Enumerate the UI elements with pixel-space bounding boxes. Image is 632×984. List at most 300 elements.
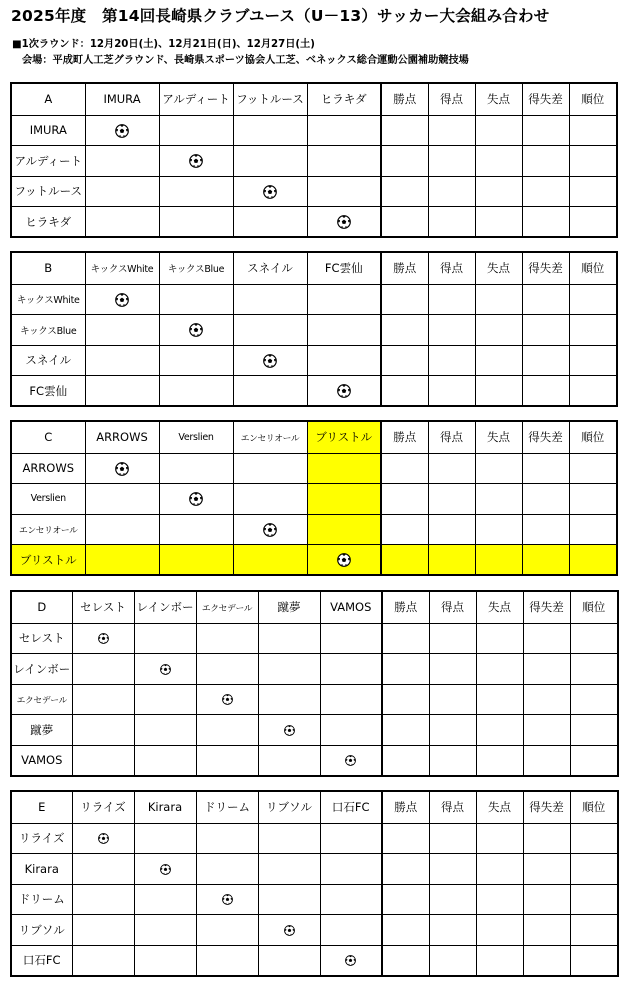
row-team-name: リライズ [11, 823, 72, 854]
group-header-row [11, 791, 618, 823]
match-result-cell [320, 684, 382, 715]
stat-cell [522, 376, 569, 407]
team-row [11, 915, 618, 946]
stat-cell [522, 484, 569, 515]
team-row [11, 745, 618, 776]
stat-cell [382, 623, 429, 654]
match-result-cell [159, 345, 233, 376]
match-result-cell [134, 715, 196, 746]
stat-cell [428, 315, 475, 346]
team-row [11, 376, 617, 407]
match-result-cell [258, 884, 320, 915]
column-team-name: セレスト [72, 591, 134, 623]
diagonal-cell [196, 884, 258, 915]
column-team-name: キックスWhite [85, 252, 159, 284]
column-team-name: エンセリオール [233, 421, 307, 453]
match-result-cell [233, 484, 307, 515]
stat-cell [522, 315, 569, 346]
match-result-cell [233, 115, 307, 146]
match-result-cell [159, 376, 233, 407]
stat-cell [428, 514, 475, 545]
stat-header: 得失差 [523, 591, 570, 623]
match-result-cell [134, 623, 196, 654]
stat-cell [570, 823, 618, 854]
match-result-cell [307, 115, 381, 146]
column-team-name: レインボー [134, 591, 196, 623]
stat-cell [429, 915, 476, 946]
stat-cell [569, 115, 617, 146]
stat-cell [569, 514, 617, 545]
stat-cell [523, 884, 570, 915]
soccer-ball-icon [189, 154, 203, 168]
match-result-cell [258, 623, 320, 654]
stat-cell [522, 115, 569, 146]
stat-header: 順位 [570, 791, 618, 823]
match-result-cell [72, 915, 134, 946]
match-result-cell [85, 207, 159, 238]
match-result-cell [196, 945, 258, 976]
soccer-ball-icon [98, 833, 109, 844]
stat-cell [381, 176, 428, 207]
column-team-name: Verslien [159, 421, 233, 453]
stat-cell [475, 345, 522, 376]
diagonal-cell [320, 745, 382, 776]
row-team-name: IMURA [11, 115, 85, 146]
stat-cell [522, 545, 569, 576]
stat-cell [523, 854, 570, 885]
diagonal-cell [134, 654, 196, 685]
row-team-name: リブソル [11, 915, 72, 946]
team-row [11, 453, 617, 484]
schedule-line: ■1次ラウンド：12月20日(土)、12月21日(日)、12月27日(土) [12, 39, 315, 50]
stat-cell [428, 176, 475, 207]
stat-cell [381, 207, 428, 238]
soccer-ball-icon [337, 215, 351, 229]
stat-cell [569, 453, 617, 484]
diagonal-cell [307, 545, 381, 576]
stat-cell [475, 315, 522, 346]
group-header-row [11, 252, 617, 284]
stat-cell [428, 376, 475, 407]
soccer-ball-icon [115, 124, 129, 138]
row-team-name: キックスWhite [11, 284, 85, 315]
column-team-name: リライズ [72, 791, 134, 823]
column-team-name: ブリストル [307, 421, 381, 453]
match-result-cell [320, 854, 382, 885]
stat-header: 勝点 [382, 591, 429, 623]
stat-cell [570, 884, 618, 915]
diagonal-cell [196, 684, 258, 715]
match-result-cell [307, 453, 381, 484]
stat-cell [382, 654, 429, 685]
stat-header: 得点 [428, 252, 475, 284]
stat-cell [523, 684, 570, 715]
stat-cell [523, 715, 570, 746]
match-result-cell [233, 453, 307, 484]
match-result-cell [320, 654, 382, 685]
match-result-cell [258, 945, 320, 976]
soccer-ball-icon [115, 462, 129, 476]
soccer-ball-icon [189, 492, 203, 506]
match-result-cell [307, 315, 381, 346]
match-result-cell [72, 745, 134, 776]
match-result-cell [233, 315, 307, 346]
stat-cell [523, 823, 570, 854]
stat-cell [523, 654, 570, 685]
page-title: 2025年度 第14回長崎県クラブユース（U－13）サッカー大会組み合わせ [11, 7, 550, 25]
stat-cell [569, 345, 617, 376]
stat-header: 得点 [429, 791, 476, 823]
team-row [11, 484, 617, 515]
stat-cell [522, 345, 569, 376]
stat-cell [569, 207, 617, 238]
soccer-ball-icon [284, 925, 295, 936]
stat-cell [381, 453, 428, 484]
stat-cell [570, 945, 618, 976]
team-row [11, 884, 618, 915]
stat-cell [522, 514, 569, 545]
stat-header: 勝点 [382, 791, 429, 823]
match-result-cell [196, 854, 258, 885]
row-team-name: フットルース [11, 176, 85, 207]
match-result-cell [85, 176, 159, 207]
stat-header: 勝点 [381, 421, 428, 453]
stat-cell [570, 854, 618, 885]
stat-cell [475, 545, 522, 576]
stat-cell [570, 623, 618, 654]
team-row [11, 315, 617, 346]
stat-cell [382, 745, 429, 776]
match-result-cell [307, 345, 381, 376]
stat-cell [381, 376, 428, 407]
stat-cell [522, 176, 569, 207]
stat-cell [522, 453, 569, 484]
stat-cell [428, 146, 475, 177]
stat-cell [381, 315, 428, 346]
team-row [11, 684, 618, 715]
match-result-cell [159, 284, 233, 315]
stat-cell [382, 823, 429, 854]
soccer-ball-icon [337, 553, 351, 567]
diagonal-cell [307, 376, 381, 407]
row-team-name: エンセリオール [11, 514, 85, 545]
stat-cell [382, 915, 429, 946]
stat-cell [523, 623, 570, 654]
stat-cell [569, 146, 617, 177]
stat-cell [428, 207, 475, 238]
match-result-cell [258, 654, 320, 685]
row-team-name: ドリーム [11, 884, 72, 915]
soccer-ball-icon [160, 864, 171, 875]
stat-cell [570, 715, 618, 746]
soccer-ball-icon [284, 725, 295, 736]
soccer-ball-icon [263, 185, 277, 199]
match-result-cell [320, 915, 382, 946]
stat-cell [476, 945, 523, 976]
column-team-name: ARROWS [85, 421, 159, 453]
column-team-name: 蹴夢 [258, 591, 320, 623]
stat-header: 失点 [475, 252, 522, 284]
diagonal-cell [85, 284, 159, 315]
column-team-name: アルディート [159, 83, 233, 115]
row-team-name: 口石FC [11, 945, 72, 976]
stat-header: 失点 [475, 83, 522, 115]
stat-cell [381, 146, 428, 177]
diagonal-cell [159, 146, 233, 177]
row-team-name: セレスト [11, 623, 72, 654]
row-team-name: Verslien [11, 484, 85, 515]
team-row [11, 545, 617, 576]
stat-cell [475, 146, 522, 177]
stat-cell [381, 115, 428, 146]
match-result-cell [134, 945, 196, 976]
group-header-row [11, 83, 617, 115]
match-result-cell [196, 745, 258, 776]
stat-cell [476, 684, 523, 715]
group-label: D [11, 591, 72, 623]
match-result-cell [134, 884, 196, 915]
stat-cell [476, 854, 523, 885]
soccer-ball-icon [263, 523, 277, 537]
match-result-cell [159, 545, 233, 576]
stat-cell [429, 823, 476, 854]
diagonal-cell [258, 715, 320, 746]
match-result-cell [233, 146, 307, 177]
row-team-name: ヒラキダ [11, 207, 85, 238]
team-row [11, 823, 618, 854]
stat-header: 失点 [476, 591, 523, 623]
match-result-cell [134, 915, 196, 946]
stat-cell [522, 207, 569, 238]
column-team-name: エクセデール [196, 591, 258, 623]
match-result-cell [85, 146, 159, 177]
soccer-ball-icon [222, 694, 233, 705]
stat-cell [570, 684, 618, 715]
row-team-name: Kirara [11, 854, 72, 885]
stat-cell [476, 915, 523, 946]
soccer-ball-icon [345, 755, 356, 766]
soccer-ball-icon [345, 955, 356, 966]
team-row [11, 115, 617, 146]
match-result-cell [307, 284, 381, 315]
team-row [11, 514, 617, 545]
team-row [11, 207, 617, 238]
stat-cell [428, 453, 475, 484]
match-result-cell [258, 854, 320, 885]
stat-cell [476, 715, 523, 746]
stat-cell [429, 684, 476, 715]
diagonal-cell [72, 823, 134, 854]
row-team-name: ブリストル [11, 545, 85, 576]
match-result-cell [134, 823, 196, 854]
diagonal-cell [72, 623, 134, 654]
stat-header: 失点 [476, 791, 523, 823]
match-result-cell [159, 207, 233, 238]
stat-cell [428, 345, 475, 376]
column-team-name: フットルース [233, 83, 307, 115]
stat-cell [381, 284, 428, 315]
stat-cell [475, 207, 522, 238]
soccer-ball-icon [115, 293, 129, 307]
match-result-cell [233, 376, 307, 407]
match-result-cell [233, 545, 307, 576]
match-result-cell [159, 453, 233, 484]
diagonal-cell [85, 453, 159, 484]
diagonal-cell [258, 915, 320, 946]
diagonal-cell [159, 484, 233, 515]
stat-cell [428, 284, 475, 315]
row-team-name: スネイル [11, 345, 85, 376]
team-row [11, 854, 618, 885]
diagonal-cell [134, 854, 196, 885]
stat-cell [475, 284, 522, 315]
match-result-cell [159, 514, 233, 545]
stat-cell [476, 745, 523, 776]
diagonal-cell [320, 945, 382, 976]
stat-cell [475, 484, 522, 515]
stat-cell [475, 176, 522, 207]
match-result-cell [196, 715, 258, 746]
diagonal-cell [159, 315, 233, 346]
stat-cell [381, 345, 428, 376]
group-header-row [11, 421, 617, 453]
soccer-ball-icon [263, 354, 277, 368]
match-result-cell [72, 884, 134, 915]
match-result-cell [72, 715, 134, 746]
stat-cell [523, 915, 570, 946]
team-row [11, 623, 618, 654]
stat-cell [476, 823, 523, 854]
column-team-name: VAMOS [320, 591, 382, 623]
match-result-cell [320, 623, 382, 654]
stat-header: 得失差 [523, 791, 570, 823]
team-row [11, 715, 618, 746]
team-row [11, 945, 618, 976]
venue-line: 会場：平成町人工芝グラウンド、長崎県スポーツ協会人工芝、ベネックス総合運動公園補助競技場 [22, 55, 469, 66]
stat-cell [476, 884, 523, 915]
stat-cell [569, 284, 617, 315]
stat-cell [381, 545, 428, 576]
stat-cell [429, 654, 476, 685]
stat-header: 順位 [569, 83, 617, 115]
match-result-cell [159, 115, 233, 146]
stat-cell [428, 545, 475, 576]
soccer-ball-icon [222, 894, 233, 905]
stat-cell [429, 945, 476, 976]
match-result-cell [233, 284, 307, 315]
stat-header: 得点 [428, 83, 475, 115]
match-result-cell [85, 484, 159, 515]
soccer-ball-icon [160, 664, 171, 675]
stat-cell [475, 115, 522, 146]
soccer-ball-icon [189, 323, 203, 337]
stat-cell [569, 315, 617, 346]
match-result-cell [72, 854, 134, 885]
team-row [11, 284, 617, 315]
group-label: E [11, 791, 72, 823]
stat-cell [429, 715, 476, 746]
column-team-name: 口石FC [320, 791, 382, 823]
match-result-cell [85, 376, 159, 407]
row-team-name: 蹴夢 [11, 715, 72, 746]
diagonal-cell [307, 207, 381, 238]
team-row [11, 146, 617, 177]
stat-cell [428, 115, 475, 146]
stat-cell [429, 854, 476, 885]
soccer-ball-icon [337, 384, 351, 398]
match-result-cell [85, 345, 159, 376]
stat-header: 順位 [569, 252, 617, 284]
stat-header: 勝点 [381, 252, 428, 284]
column-team-name: ヒラキダ [307, 83, 381, 115]
stat-cell [429, 623, 476, 654]
stat-cell [382, 854, 429, 885]
group-header-row [11, 591, 618, 623]
stat-cell [569, 545, 617, 576]
stat-cell [570, 654, 618, 685]
stat-header: 得点 [429, 591, 476, 623]
team-row [11, 654, 618, 685]
diagonal-cell [233, 176, 307, 207]
diagonal-cell [85, 115, 159, 146]
column-team-name: FC雲仙 [307, 252, 381, 284]
match-result-cell [72, 684, 134, 715]
column-team-name: スネイル [233, 252, 307, 284]
stat-header: 順位 [570, 591, 618, 623]
column-team-name: リブソル [258, 791, 320, 823]
stat-cell [475, 514, 522, 545]
group-label: C [11, 421, 85, 453]
column-team-name: Kirara [134, 791, 196, 823]
match-result-cell [134, 684, 196, 715]
stat-cell [522, 284, 569, 315]
match-result-cell [307, 146, 381, 177]
stat-cell [569, 376, 617, 407]
stat-cell [570, 745, 618, 776]
match-result-cell [233, 207, 307, 238]
row-team-name: レインボー [11, 654, 72, 685]
group-table-d [10, 590, 619, 777]
column-team-name: キックスBlue [159, 252, 233, 284]
stat-cell [523, 745, 570, 776]
match-result-cell [85, 545, 159, 576]
match-result-cell [320, 715, 382, 746]
stat-cell [382, 684, 429, 715]
stat-cell [382, 884, 429, 915]
row-team-name: エクセデール [11, 684, 72, 715]
diagonal-cell [233, 345, 307, 376]
stat-cell [428, 484, 475, 515]
row-team-name: ARROWS [11, 453, 85, 484]
stat-header: 得失差 [522, 252, 569, 284]
column-team-name: IMURA [85, 83, 159, 115]
group-label: B [11, 252, 85, 284]
row-team-name: VAMOS [11, 745, 72, 776]
stat-cell [570, 915, 618, 946]
stat-cell [522, 146, 569, 177]
match-result-cell [307, 176, 381, 207]
stat-header: 得失差 [522, 421, 569, 453]
group-label: A [11, 83, 85, 115]
match-result-cell [307, 484, 381, 515]
stat-cell [382, 945, 429, 976]
match-result-cell [258, 823, 320, 854]
stat-cell [569, 484, 617, 515]
stat-cell [429, 745, 476, 776]
group-table-b [10, 251, 618, 407]
match-result-cell [72, 945, 134, 976]
match-result-cell [258, 745, 320, 776]
